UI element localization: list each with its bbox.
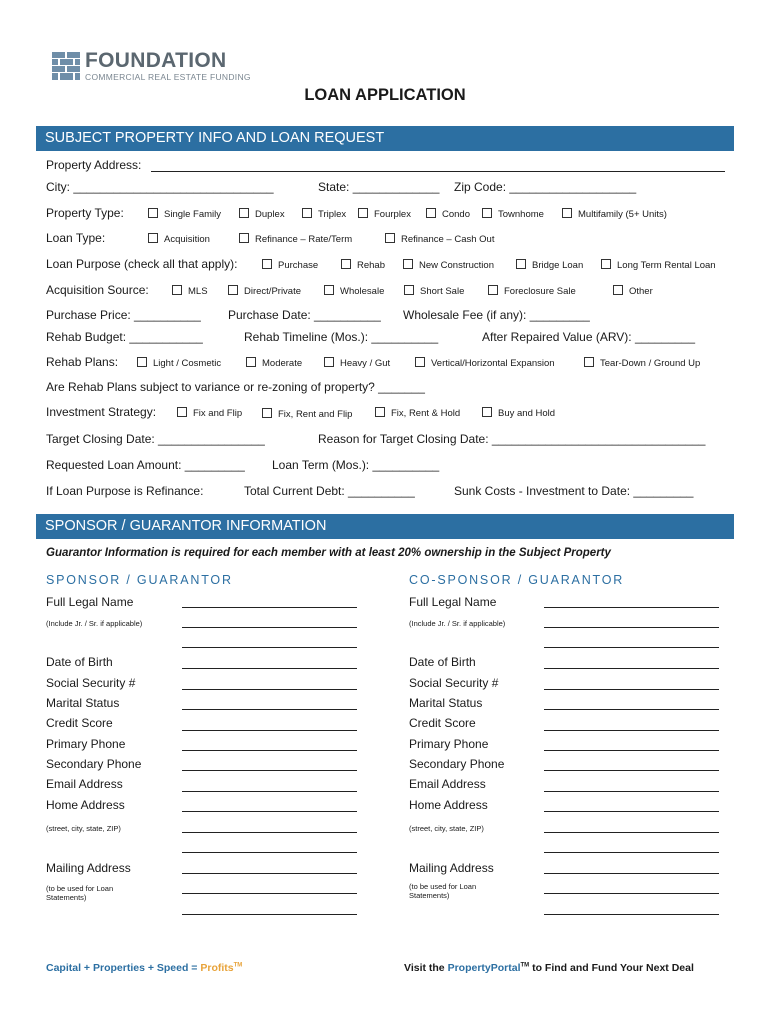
checkbox-bridge-loan[interactable]: Bridge Loan bbox=[516, 259, 583, 271]
cosponsor-line-1[interactable] bbox=[544, 627, 719, 628]
sponsor-line-11[interactable] bbox=[182, 832, 357, 833]
sponsor-line-8[interactable] bbox=[182, 770, 357, 771]
sponsor-line-0[interactable] bbox=[182, 607, 357, 608]
sponsor-line-3[interactable] bbox=[182, 668, 357, 669]
zip-field[interactable]: Zip Code: ___________________ bbox=[454, 180, 637, 194]
checkbox-vertical-horizontal[interactable]: Vertical/Horizontal Expansion bbox=[415, 357, 555, 369]
checkbox-triplex[interactable]: Triplex bbox=[302, 208, 346, 220]
sponsor-line-13[interactable] bbox=[182, 873, 357, 874]
sponsor-full-name-label: Full Legal Name bbox=[46, 595, 134, 609]
cosponsor-line-12[interactable] bbox=[544, 852, 719, 853]
checkbox-new-construction[interactable]: New Construction bbox=[403, 259, 494, 271]
logo-tagline: COMMERCIAL REAL ESTATE FUNDING bbox=[85, 72, 251, 82]
sponsor-line-5[interactable] bbox=[182, 709, 357, 710]
loan-term-field[interactable]: Loan Term (Mos.): __________ bbox=[272, 458, 440, 472]
checkbox-heavy-gut[interactable]: Heavy / Gut bbox=[324, 357, 390, 369]
checkbox-acquisition[interactable]: Acquisition bbox=[148, 233, 210, 245]
sponsor-line-12[interactable] bbox=[182, 852, 357, 853]
sponsor-line-15[interactable] bbox=[182, 914, 357, 915]
sponsor-line-10[interactable] bbox=[182, 811, 357, 812]
purchase-price-field[interactable]: Purchase Price: __________ bbox=[46, 308, 201, 322]
property-address-label: Property Address: bbox=[46, 158, 142, 172]
checkbox-direct-private[interactable]: Direct/Private bbox=[228, 285, 301, 297]
rehab-plans-label: Rehab Plans: bbox=[46, 355, 119, 369]
logo-mark-icon bbox=[52, 52, 80, 80]
checkbox-townhome[interactable]: Townhome bbox=[482, 208, 544, 220]
sponsor-credit-label: Credit Score bbox=[46, 716, 113, 730]
cosponsor-secondary-phone-label: Secondary Phone bbox=[409, 757, 505, 771]
cosponsor-line-10[interactable] bbox=[544, 811, 719, 812]
cosponsor-email-label: Email Address bbox=[409, 777, 486, 791]
checkbox-purchase[interactable]: Purchase bbox=[262, 259, 318, 271]
cosponsor-mailing-label: Mailing Address bbox=[409, 861, 494, 875]
reason-closing-field[interactable]: Reason for Target Closing Date: ________________________________ bbox=[318, 432, 706, 446]
loan-type-label: Loan Type: bbox=[46, 231, 106, 245]
cosponsor-primary-phone-label: Primary Phone bbox=[409, 737, 489, 751]
cosponsor-marital-label: Marital Status bbox=[409, 696, 483, 710]
cosponsor-line-0[interactable] bbox=[544, 607, 719, 608]
checkbox-fourplex[interactable]: Fourplex bbox=[358, 208, 411, 220]
section-heading-property: SUBJECT PROPERTY INFO AND LOAN REQUEST bbox=[36, 126, 734, 151]
property-address-field[interactable] bbox=[151, 171, 725, 172]
total-debt-field[interactable]: Total Current Debt: __________ bbox=[244, 484, 415, 498]
sponsor-line-1[interactable] bbox=[182, 627, 357, 628]
checkbox-short-sale[interactable]: Short Sale bbox=[404, 285, 464, 297]
sponsor-line-2[interactable] bbox=[182, 647, 357, 648]
footer-portal: Visit the PropertyPortal™ to Find and Fund Your Next Deal bbox=[404, 962, 694, 974]
checkbox-fix-rent-flip[interactable]: Fix, Rent and Flip bbox=[262, 408, 352, 420]
cosponsor-line-8[interactable] bbox=[544, 770, 719, 771]
checkbox-buy-and-hold[interactable]: Buy and Hold bbox=[482, 407, 555, 419]
cosponsor-line-7[interactable] bbox=[544, 750, 719, 751]
cosponsor-full-name-label: Full Legal Name bbox=[409, 595, 497, 609]
wholesale-fee-field[interactable]: Wholesale Fee (if any): _________ bbox=[403, 308, 590, 322]
checkbox-condo[interactable]: Condo bbox=[426, 208, 470, 220]
investment-strategy-label: Investment Strategy: bbox=[46, 405, 157, 419]
checkbox-refinance-cash-out[interactable]: Refinance – Cash Out bbox=[385, 233, 494, 245]
checkbox-long-term-rental[interactable]: Long Term Rental Loan bbox=[601, 259, 716, 271]
if-refinance-label: If Loan Purpose is Refinance: bbox=[46, 484, 204, 498]
sponsor-home-label: Home Address bbox=[46, 798, 125, 812]
property-type-label: Property Type: bbox=[46, 206, 124, 220]
sponsor-secondary-phone-label: Secondary Phone bbox=[46, 757, 142, 771]
checkbox-foreclosure-sale[interactable]: Foreclosure Sale bbox=[488, 285, 576, 297]
checkbox-tear-down[interactable]: Tear-Down / Ground Up bbox=[584, 357, 700, 369]
target-closing-field[interactable]: Target Closing Date: ________________ bbox=[46, 432, 265, 446]
cosponsor-home-label: Home Address bbox=[409, 798, 488, 812]
cosponsor-line-9[interactable] bbox=[544, 791, 719, 792]
state-field[interactable]: State: _____________ bbox=[318, 180, 440, 194]
checkbox-fix-rent-hold[interactable]: Fix, Rent & Hold bbox=[375, 407, 460, 419]
variance-field[interactable]: Are Rehab Plans subject to variance or re-zoning of property? _______ bbox=[46, 380, 425, 394]
sponsor-line-6[interactable] bbox=[182, 730, 357, 731]
sponsor-dob-label: Date of Birth bbox=[46, 655, 113, 669]
property-portal-link[interactable]: PropertyPortal bbox=[447, 962, 521, 974]
cosponsor-credit-label: Credit Score bbox=[409, 716, 476, 730]
sponsor-marital-label: Marital Status bbox=[46, 696, 120, 710]
checkbox-wholesale[interactable]: Wholesale bbox=[324, 285, 384, 297]
cosponsor-heading: CO-SPONSOR / GUARANTOR bbox=[409, 573, 625, 587]
checkbox-fix-and-flip[interactable]: Fix and Flip bbox=[177, 407, 242, 419]
cosponsor-name-note: (Include Jr. / Sr. if applicable) bbox=[409, 619, 506, 628]
cosponsor-line-13[interactable] bbox=[544, 873, 719, 874]
sponsor-ssn-label: Social Security # bbox=[46, 676, 136, 690]
checkbox-moderate[interactable]: Moderate bbox=[246, 357, 302, 369]
cosponsor-line-6[interactable] bbox=[544, 730, 719, 731]
cosponsor-line-14[interactable] bbox=[544, 893, 719, 894]
acquisition-source-label: Acquisition Source: bbox=[46, 283, 149, 297]
rehab-timeline-field[interactable]: Rehab Timeline (Mos.): __________ bbox=[244, 330, 439, 344]
sponsor-home-note: (street, city, state, ZIP) bbox=[46, 824, 121, 833]
rehab-budget-field[interactable]: Rehab Budget: ___________ bbox=[46, 330, 203, 344]
cosponsor-line-15[interactable] bbox=[544, 914, 719, 915]
sponsor-line-14[interactable] bbox=[182, 893, 357, 894]
loan-purpose-label: Loan Purpose (check all that apply): bbox=[46, 257, 238, 271]
checkbox-duplex[interactable]: Duplex bbox=[239, 208, 285, 220]
checkbox-other[interactable]: Other bbox=[613, 285, 653, 297]
sunk-costs-field[interactable]: Sunk Costs - Investment to Date: _________ bbox=[454, 484, 694, 498]
sponsor-line-4[interactable] bbox=[182, 689, 357, 690]
cosponsor-line-5[interactable] bbox=[544, 709, 719, 710]
cosponsor-line-11[interactable] bbox=[544, 832, 719, 833]
arv-field[interactable]: After Repaired Value (ARV): _________ bbox=[482, 330, 696, 344]
cosponsor-dob-label: Date of Birth bbox=[409, 655, 476, 669]
checkbox-mls[interactable]: MLS bbox=[172, 285, 208, 297]
sponsor-primary-phone-label: Primary Phone bbox=[46, 737, 126, 751]
sponsor-heading: SPONSOR / GUARANTOR bbox=[46, 573, 233, 587]
cosponsor-line-4[interactable] bbox=[544, 689, 719, 690]
purchase-date-field[interactable]: Purchase Date: __________ bbox=[228, 308, 381, 322]
sponsor-line-7[interactable] bbox=[182, 750, 357, 751]
cosponsor-mailing-note: (to be used for Loan Statements) bbox=[409, 882, 477, 900]
checkbox-rehab[interactable]: Rehab bbox=[341, 259, 385, 271]
sponsor-mailing-note: (to be used for Loan Statements) bbox=[46, 884, 114, 902]
checkbox-single-family[interactable]: Single Family bbox=[148, 208, 221, 220]
cosponsor-line-3[interactable] bbox=[544, 668, 719, 669]
footer-tagline: Capital + Properties + Speed = Profits™ bbox=[46, 962, 243, 974]
sponsor-email-label: Email Address bbox=[46, 777, 123, 791]
checkbox-light-cosmetic[interactable]: Light / Cosmetic bbox=[137, 357, 221, 369]
guarantor-note: Guarantor Information is required for each member with at least 20% ownership in the Subject Property bbox=[46, 547, 611, 559]
sponsor-line-9[interactable] bbox=[182, 791, 357, 792]
sponsor-name-note: (Include Jr. / Sr. if applicable) bbox=[46, 619, 143, 628]
cosponsor-line-2[interactable] bbox=[544, 647, 719, 648]
checkbox-refinance-rate-term[interactable]: Refinance – Rate/Term bbox=[239, 233, 352, 245]
logo-name: FOUNDATION bbox=[85, 49, 227, 72]
cosponsor-home-note: (street, city, state, ZIP) bbox=[409, 824, 484, 833]
sponsor-mailing-label: Mailing Address bbox=[46, 861, 131, 875]
city-field[interactable]: City: ______________________________ bbox=[46, 180, 274, 194]
cosponsor-ssn-label: Social Security # bbox=[409, 676, 499, 690]
section-heading-sponsor: SPONSOR / GUARANTOR INFORMATION bbox=[36, 514, 734, 539]
page-title: LOAN APPLICATION bbox=[304, 86, 466, 104]
requested-amount-field[interactable]: Requested Loan Amount: _________ bbox=[46, 458, 245, 472]
checkbox-multifamily[interactable]: Multifamily (5+ Units) bbox=[562, 208, 667, 220]
